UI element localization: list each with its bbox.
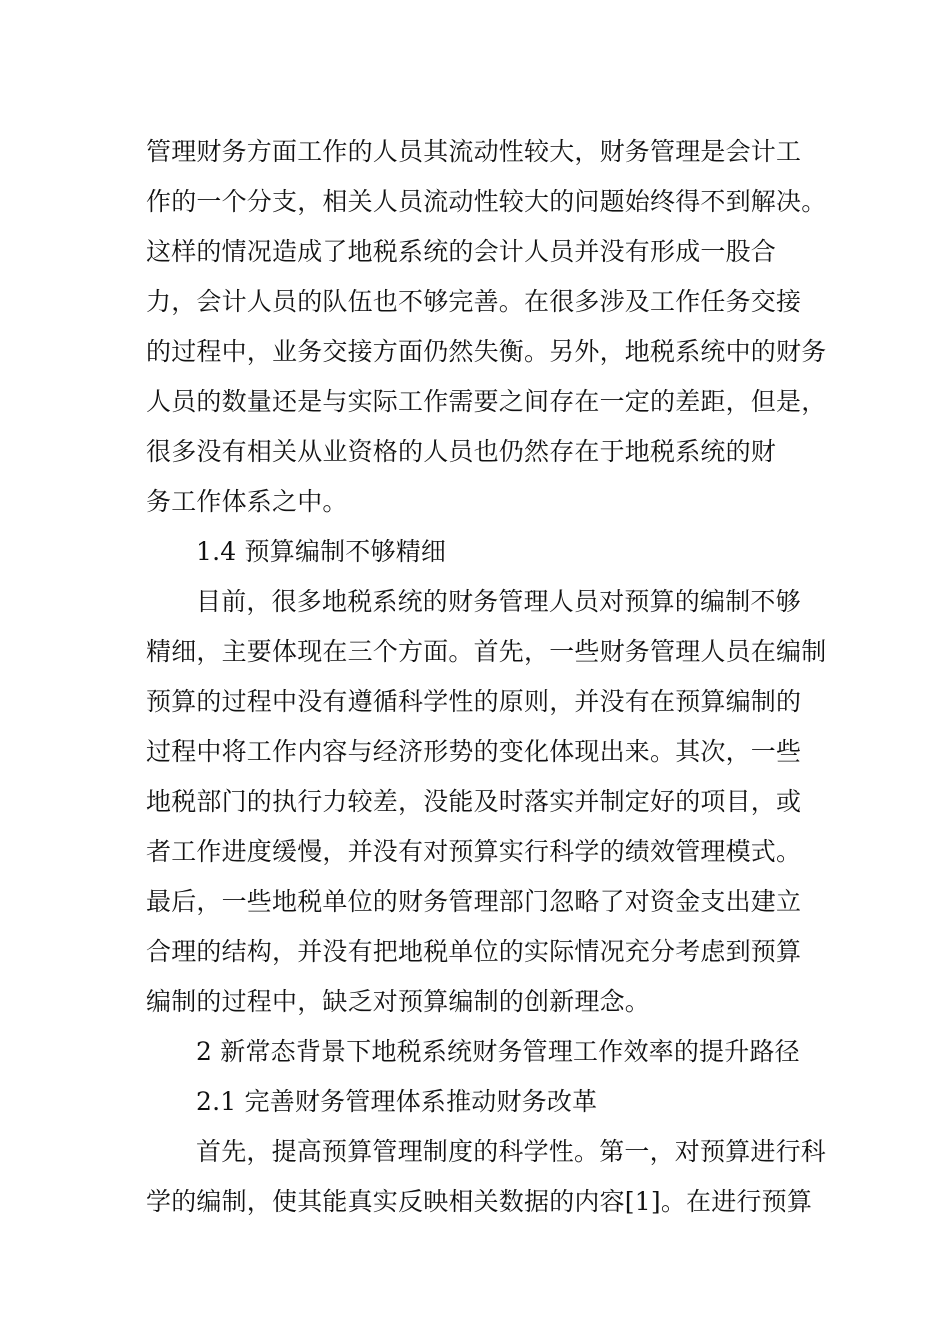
- text-line: 作的一个分支，相关人员流动性较大的问题始终得不到解决。: [146, 187, 827, 216]
- text-line: 者工作进度缓慢，并没有对预算实行科学的绩效管理模式。: [146, 837, 802, 866]
- text-line: 的过程中，业务交接方面仍然失衡。另外，地税系统中的财务: [146, 337, 827, 366]
- text-line: 过程中将工作内容与经济形势的变化体现出来。其次，一些: [146, 737, 802, 766]
- section-heading: 2 新常态背景下地税系统财务管理工作效率的提升路径: [196, 1037, 800, 1066]
- text-line: 这样的情况造成了地税系统的会计人员并没有形成一股合: [146, 237, 777, 266]
- text-line: 编制的过程中，缺乏对预算编制的创新理念。: [146, 987, 651, 1016]
- text-line: 地税部门的执行力较差，没能及时落实并制定好的项目，或: [146, 787, 802, 816]
- text-line: 最后，一些地税单位的财务管理部门忽略了对资金支出建立: [146, 887, 802, 916]
- text-line: 人员的数量还是与实际工作需要之间存在一定的差距，但是，: [146, 387, 827, 416]
- text-line: 合理的结构，并没有把地税单位的实际情况充分考虑到预算: [146, 937, 802, 966]
- text-line: 学的编制，使其能真实反映相关数据的内容[1]。在进行预算: [146, 1187, 813, 1216]
- text-line: 首先，提高预算管理制度的科学性。第一，对预算进行科: [196, 1137, 827, 1166]
- text-line: 务工作体系之中。: [146, 487, 348, 516]
- section-heading: 1.4 预算编制不够精细: [196, 537, 447, 566]
- text-line: 力，会计人员的队伍也不够完善。在很多涉及工作任务交接: [146, 287, 802, 316]
- text-line: 预算的过程中没有遵循科学性的原则，并没有在预算编制的: [146, 687, 802, 716]
- subsection-heading: 2.1 完善财务管理体系推动财务改革: [196, 1087, 598, 1116]
- text-line: 目前，很多地税系统的财务管理人员对预算的编制不够: [196, 587, 801, 616]
- text-line: 管理财务方面工作的人员其流动性较大，财务管理是会计工: [146, 137, 802, 166]
- text-line: 很多没有相关从业资格的人员也仍然存在于地税系统的财: [146, 437, 777, 466]
- text-line: 精细，主要体现在三个方面。首先，一些财务管理人员在编制: [146, 637, 827, 666]
